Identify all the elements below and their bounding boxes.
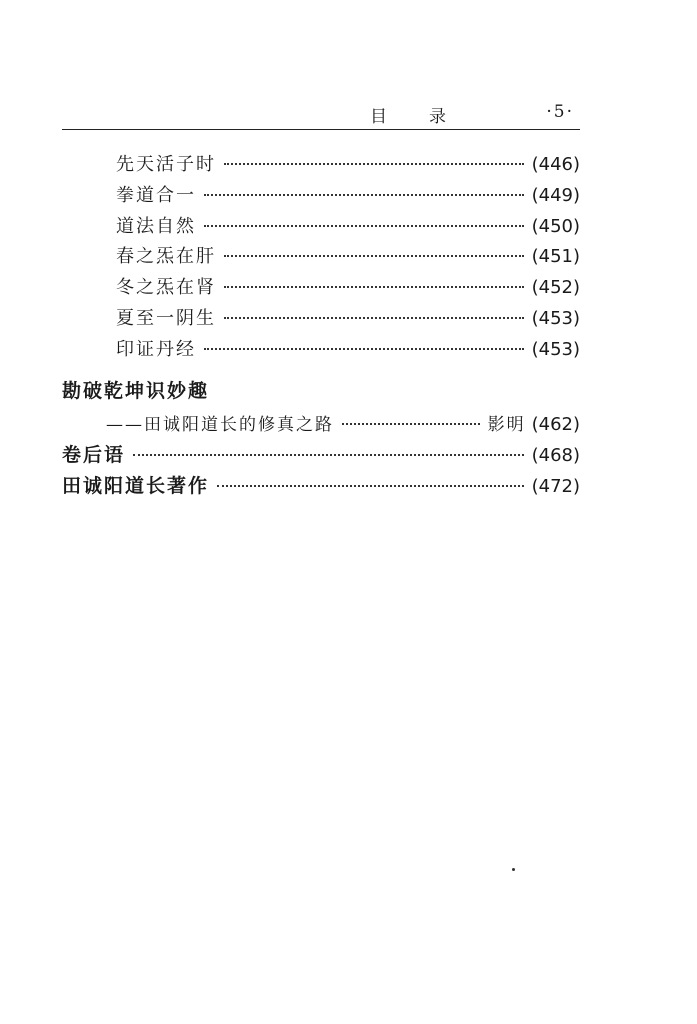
section-author: 影明: [487, 414, 526, 435]
toc-entry: [62, 242, 580, 273]
dot-leader: [224, 317, 524, 319]
table-of-contents: [62, 150, 580, 502]
scan-speck: [512, 868, 515, 871]
toc-entry-subtitle: [62, 410, 580, 441]
dot-leader: [342, 423, 480, 425]
dot-leader: [224, 163, 524, 165]
toc-entry-label: 印证丹经: [116, 338, 196, 360]
dot-leader: [224, 255, 524, 257]
dot-leader: [204, 225, 524, 227]
toc-entry: [62, 150, 580, 181]
toc-entry-page: (452): [531, 277, 580, 299]
toc-entry-page: (468): [531, 445, 580, 467]
toc-entry: [62, 273, 580, 304]
toc-entry-works: [62, 471, 580, 502]
dot-leader: [224, 286, 524, 288]
toc-entry-page: (453): [531, 307, 580, 329]
toc-entry-label: 先天活子时: [116, 154, 216, 175]
section-heading: 勘破乾坤识妙趣: [62, 379, 210, 402]
header-rule: [62, 129, 580, 130]
toc-entry-page: (472): [531, 476, 580, 498]
toc-entry: [62, 181, 580, 212]
toc-entry-page: (453): [531, 338, 580, 360]
toc-entry-page: (462): [531, 413, 580, 435]
toc-entry-label: 卷后语: [62, 444, 126, 467]
toc-entry-label: 春之炁在肝: [116, 246, 216, 268]
toc-entry: [62, 212, 580, 243]
section-subtitle: ——田诚阳道长的修真之路: [106, 414, 334, 435]
dot-leader: [204, 194, 524, 196]
toc-entry-page: (446): [531, 154, 580, 175]
toc-entry-label: 夏至一阴生: [116, 307, 216, 329]
dot-leader: [133, 454, 524, 456]
header-page-number: ·5·: [546, 102, 574, 122]
toc-entry-label: 拳道合一: [116, 184, 196, 206]
running-header: [62, 98, 580, 128]
toc-entry-page: (451): [531, 246, 580, 268]
toc-entry-page: (449): [531, 184, 580, 206]
toc-entry-epilogue: [62, 440, 580, 471]
dot-leader: [217, 485, 524, 487]
header-title: 目录: [370, 107, 488, 127]
dot-leader: [204, 348, 524, 350]
toc-entry: [62, 304, 580, 335]
toc-entry: [62, 335, 580, 366]
toc-entry-page: (450): [531, 215, 580, 237]
toc-entry-label: 冬之炁在肾: [116, 277, 216, 299]
toc-entry-label: 道法自然: [116, 215, 196, 237]
toc-entry-label: 田诚阳道长著作: [62, 475, 210, 498]
